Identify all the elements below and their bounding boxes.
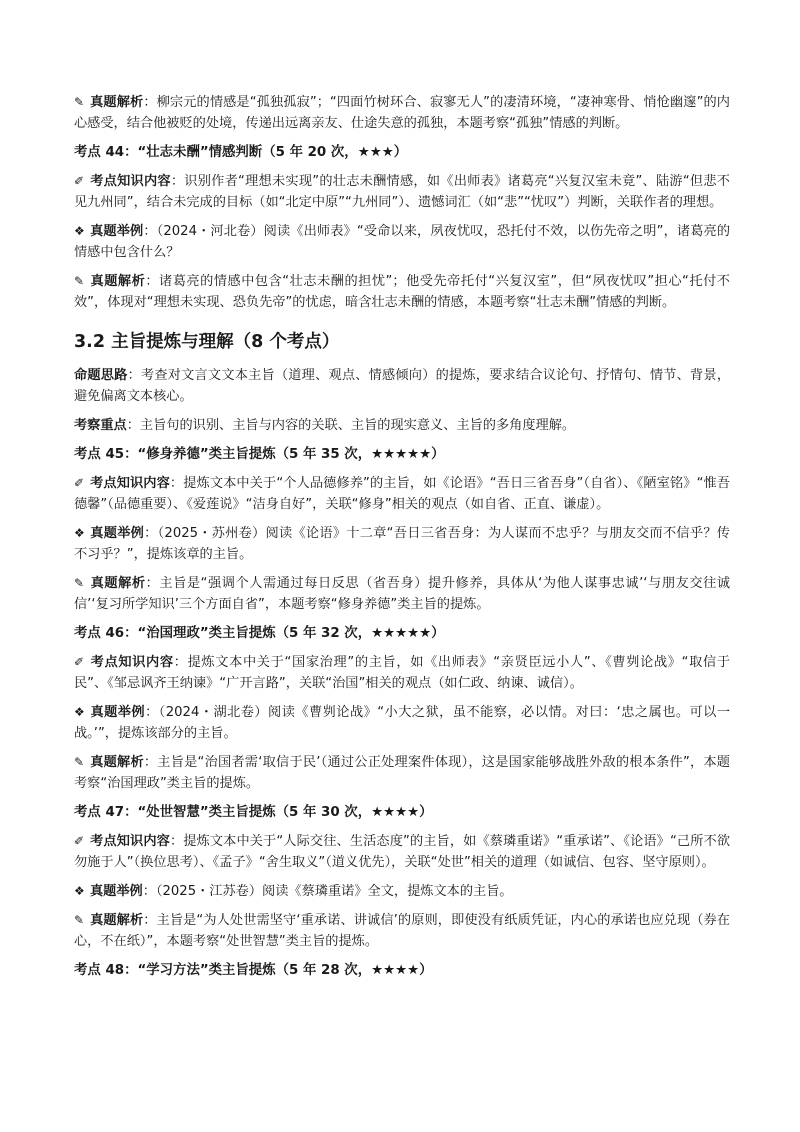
paragraph-label: 考点知识内容 <box>90 174 171 189</box>
key-point-heading: 考点 48：“学习方法”类主旨提炼（5 年 28 次，★★★★） <box>74 963 433 978</box>
key-point-heading: 考点 46：“治国理政”类主旨提炼（5 年 32 次，★★★★★） <box>74 626 445 641</box>
paragraph <box>74 221 730 263</box>
paragraph <box>74 831 730 873</box>
key-point-heading: 考点 44：“壮志未酬”情感判断（5 年 20 次，★★★） <box>74 145 408 160</box>
paragraph-text: ：识别作者“理想未实现”的壮志未酬情感，如《出师表》诸葛亮“兴复汉室未竟”、陆游“但悲不见九州同”，结合未完成的目标（如“北定中原”“九州同”）、遗憾词汇（如“悲”“忧叹”）判断，关联作者的理想。 <box>74 174 730 210</box>
paragraph-text: ：柳宗元的情感是“孤独孤寂”；“四面竹树环合、寂寥无人”的凄清环境，“凄神寒骨、悄怆幽邃”的内心感受，结合他被贬的处境，传递出远离亲友、仕途失意的孤独，本题考察“孤独”情感的判断。 <box>74 95 730 131</box>
paragraph <box>74 652 730 694</box>
paragraph-text: ：提炼文本中关于“国家治理”的主旨，如《出师表》“亲贤臣远小人”、《曹刿论战》“取信于民”、《邹忌讽齐王纳谏》“广开言路”，关联“治国”相关的观点（如仁政、纳谏、诚信）。 <box>74 655 731 691</box>
paragraph <box>74 881 730 902</box>
paragraph-text: ：主旨是“强调个人需通过每日反思（省吾身）提升修养，具体从‘为他人谋事忠诚’‘与朋友交往诚信’‘复习所学知识’三个方面自省”，本题考察“修身养德”类主旨的提炼。 <box>74 576 731 612</box>
paragraph <box>74 910 730 952</box>
pencil-icon: ✎ <box>74 576 85 590</box>
paragraph-label: 考点知识内容 <box>90 655 174 670</box>
paragraph-text: ：（2025・苏州卷）阅读《论语》十二章“吾日三省吾身：为人谋而不忠乎？与朋友交而不信乎？传不习乎？”，提炼该章的主旨。 <box>74 526 730 562</box>
paragraph-text: ：（2024・湖北卷）阅读《曹刿论战》“小大之狱，虽不能察，必以情。对曰：‘忠之属也。可以一战。’”，提炼该部分的主旨。 <box>74 705 731 741</box>
paragraph-text: ：提炼文本中关于“个人品德修养”的主旨，如《论语》“吾日三省吾身”（自省）、《陋室铭》“惟吾德馨”（品德重要）、《爱莲说》“洁身自好”，关联“修身”相关的观点（如自省、正直、谦虚）。 <box>74 476 731 512</box>
pencil-icon: ✎ <box>74 274 85 288</box>
paragraph <box>74 365 730 407</box>
paragraph-text: ：（2025・江苏卷）阅读《蔡璘重诺》全文，提炼文本的主旨。 <box>142 884 513 899</box>
paragraph-label: 真题解析 <box>90 755 144 770</box>
diamond-icon: ❖ <box>74 526 85 540</box>
paragraph <box>74 171 730 213</box>
paragraph-text: ：主旨是“治国者需‘取信于民’（通过公正处理案件体现），这是国家能够战胜外敌的根本条件”，本题考察“治国理政”类主旨的提炼。 <box>74 755 730 791</box>
paragraph <box>74 523 730 565</box>
paragraph <box>74 573 730 615</box>
paragraph-label: 真题举例 <box>90 526 145 541</box>
paragraph-label: 考点知识内容 <box>90 834 170 849</box>
paragraph-label: 真题举例 <box>90 705 146 720</box>
paragraph-label: 考点知识内容 <box>90 476 170 491</box>
paragraph <box>74 752 730 794</box>
paragraph-label: 真题解析 <box>90 95 144 110</box>
paragraph-text: ：提炼文本中关于“人际交往、生活态度”的主旨，如《蔡璘重诺》“重承诺”、《论语》“己所不欲勿施于人”（换位思考）、《孟子》“舍生取义”（道义优先），关联“处世”相关的道理（如诚信、包容、坚守原则）。 <box>74 834 731 870</box>
paragraph-label: 真题解析 <box>90 274 146 289</box>
paragraph-label: 真题解析 <box>90 576 146 591</box>
pen-icon: ✐ <box>74 834 85 848</box>
paragraph <box>74 271 730 313</box>
paragraph-label: 真题解析 <box>90 913 144 928</box>
paragraph-label: 命题思路 <box>74 368 128 383</box>
paragraph-text: ：主旨句的识别、主旨与内容的关联、主旨的现实意义、主旨的多角度理解。 <box>126 418 576 433</box>
pen-icon: ✐ <box>74 476 85 490</box>
pencil-icon: ✎ <box>74 95 85 109</box>
pen-icon: ✐ <box>74 174 85 188</box>
key-point-heading: 考点 47：“处世智慧”类主旨提炼（5 年 30 次，★★★★） <box>74 805 433 820</box>
paragraph-text: ：诸葛亮的情感中包含“壮志未酬的担忧”；他受先帝托付“兴复汉室”，但“夙夜忧叹”担心“托付不效”，体现对“理想未实现、恐负先帝”的忧虑，暗含壮志未酬的情感，本题考察“壮志未酬”情感的判断。 <box>74 274 730 310</box>
paragraph <box>74 473 730 515</box>
paragraph <box>74 92 730 134</box>
paragraph-label: 真题举例 <box>90 884 143 899</box>
paragraph <box>74 415 730 436</box>
pencil-icon: ✎ <box>74 913 85 927</box>
paragraph-label: 真题举例 <box>90 224 144 239</box>
paragraph-label: 考察重点 <box>74 418 127 433</box>
diamond-icon: ❖ <box>74 705 85 719</box>
paragraph-text: ：考查对文言文文本主旨（道理、观点、情感倾向）的提炼，要求结合议论句、抒情句、情节、背景，避免偏离文本核心。 <box>74 368 731 404</box>
section-heading: 3.2 主旨提炼与理解（8 个考点） <box>74 332 340 352</box>
paragraph <box>74 702 730 744</box>
paragraph-text: ：主旨是“为人处世需坚守‘重承诺、讲诚信’的原则，即使没有纸质凭证，内心的承诺也应兑现（券在心，不在纸）”，本题考察“处世智慧”类主旨的提炼。 <box>74 913 730 949</box>
pencil-icon: ✎ <box>74 755 85 769</box>
key-point-heading: 考点 45：“修身养德”类主旨提炼（5 年 35 次，★★★★★） <box>74 447 445 462</box>
pen-icon: ✐ <box>74 655 85 669</box>
diamond-icon: ❖ <box>74 224 85 238</box>
document-page <box>74 92 730 989</box>
paragraph-text: ：（2024・河北卷）阅读《出师表》“受命以来，夙夜忧叹，恐托付不效，以伤先帝之明”，诸葛亮的情感中包含什么？ <box>74 224 731 260</box>
diamond-icon: ❖ <box>74 884 85 898</box>
